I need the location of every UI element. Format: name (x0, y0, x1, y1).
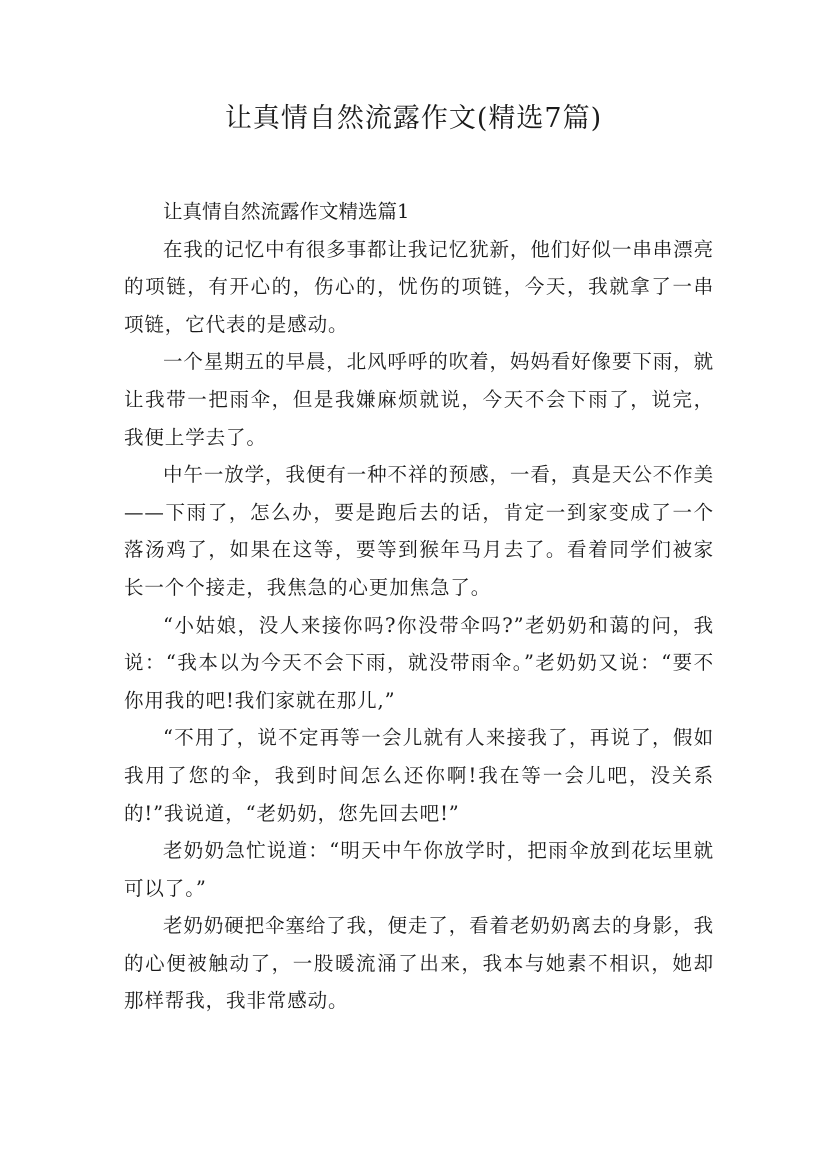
paragraph: 一个星期五的早晨，北风呼呼的吹着，妈妈看好像要下雨，就让我带一把雨伞，但是我嫌麻烦就说，今天不会下雨了，说完，我便上学去了。 (124, 350, 714, 449)
paragraph: “小姑娘，没人来接你吗?你没带伞吗?”老奶奶和蔼的问，我说：“我本以为今天不会下雨，就没带雨伞。”老奶奶又说：“要不你用我的吧!我们家就在那儿,” (124, 613, 714, 712)
paragraph: 在我的记忆中有很多事都让我记忆犹新，他们好似一串串漂亮的项链，有开心的，伤心的，忧伤的项链，今天，我就拿了一串项链，它代表的是感动。 (124, 237, 714, 336)
paragraph: 老奶奶急忙说道：“明天中午你放学时，把雨伞放到花坛里就可以了。” (124, 839, 714, 900)
document-body (124, 193, 714, 1020)
document-title: 让真情自然流露作文(精选7篇) (224, 103, 603, 134)
paragraph: “不用了，说不定再等一会儿就有人来接我了，再说了，假如我用了您的伞，我到时间怎么还你啊!我在等一会儿吧，没关系的!”我说道，“老奶奶，您先回去吧!” (124, 726, 714, 825)
paragraph: 中午一放学，我便有一种不祥的预感，一看，真是天公不作美——下雨了，怎么办，要是跑后去的话，肯定一到家变成了一个落汤鸡了，如果在这等，要等到猴年马月去了。看着同学们被家长一个个接走，我焦急的心更加焦急了。 (124, 463, 714, 599)
paragraph: 老奶奶硬把伞塞给了我，便走了，看着老奶奶离去的身影，我的心便被触动了，一股暖流涌了出来，我本与她素不相识，她却那样帮我，我非常感动。 (124, 914, 714, 1013)
section-heading: 让真情自然流露作文精选篇1 (163, 200, 410, 223)
